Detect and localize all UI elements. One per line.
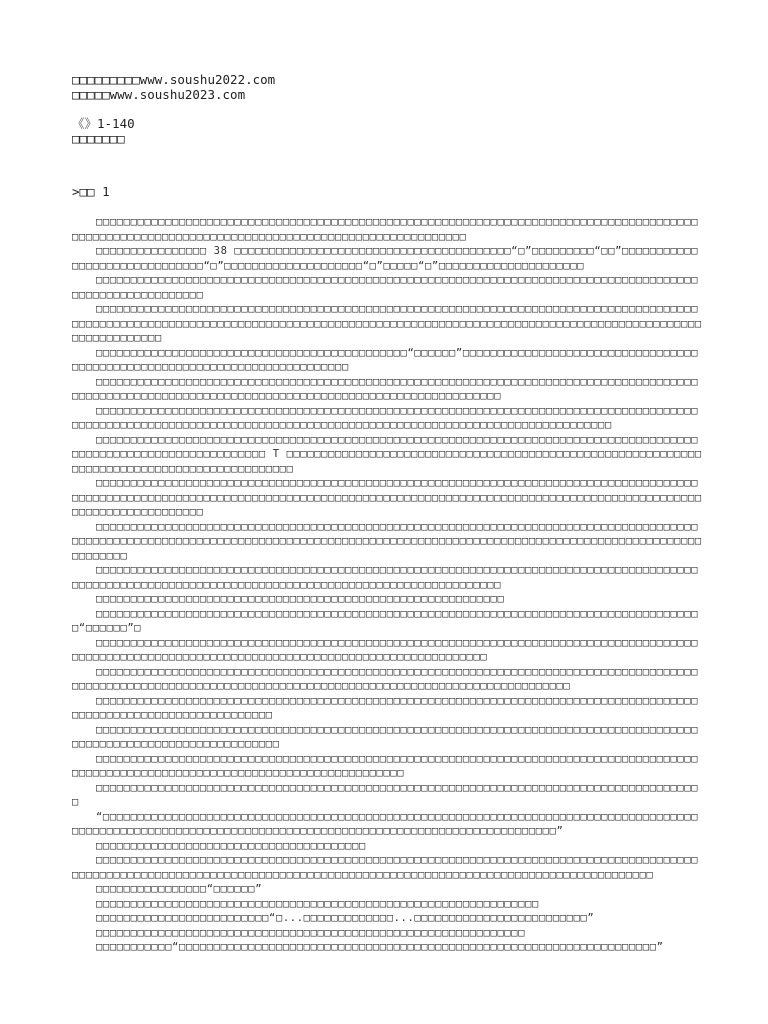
spacer <box>72 102 702 116</box>
book-subtitle: □□□□□□□ <box>72 131 125 146</box>
body-paragraph: □□□□□□□□□□□□□□□□□□□□□□□□□□□□□□□□□□□□□□□□□□□□□□□□□□□□□□□□□□□□□□□□□□□□□□□□□□□□□□□□□□□□□□□□□□□□□□□□□□□□□□□□□□ <box>72 274 699 301</box>
body-paragraph: □□□□□□□□□□□“□□□□□□□□□□□□□□□□□□□□□□□□□□□□□□□□□□□□□□□□□□□□□□□□□□□□□□□□□□□□□□□□□□□□□” <box>96 941 664 953</box>
book-title: 《》1-140 <box>72 116 135 131</box>
body-paragraph: □□□□□□□□□□□□□□□□□□□□□□□□□□□□□□□□□□□□□□□□□□□□□□□□□□□□□□□□□□□□□□□□□□□□□□□□□□□□□□□□□□□□□□□□□□□□□□□□□□□□□□□□□□□□□□□□□□□□□ <box>72 723 699 750</box>
body-paragraph: □□□□□□□□□□□□□□□□□□□□□□□□□□□□□□□□□□□□□□□□□□□□□□□□□□□□□□□□□□□□□□□□□□□□□□□□□□□□□□□□□□□□□□□□□□□□□□□□□□□□□□□□□□□□□□□□□□□□□□□□□□□□□□□□□□□□□□□□□□□□□□□□□□□□□ <box>72 564 699 591</box>
body-paragraph: □□□□□□□□□□□□□□□□□□□□□□□□□□□□□□□□□□□□□□□□□□□□□□□□□□□□□□□□□□□□□□□□□□□□□□□□□□□□□□□□□□□□□□□□□□□□□□□□□□□□□□□□□□□□□□□□□□□ T □□□□□□□□□□□□□□□□□□□□□□□□□□□□□□□□□□□□□□□□□□□□□□□□□□□□□□□□□□□□□□□□□□□□□□□□□□□□□□□□□□□□□□□□□□□□ <box>72 433 702 475</box>
body-paragraph: □□□□□□□□□□□□□□□□ 38 □□□□□□□□□□□□□□□□□□□□□□□□□□□□□□□□□□□□□□□□“□”□□□□□□□□□“□□”□□□□□□□□□□□□□□□□□□□□□□□□□□□□□□“□”□□□□□□□□□□□□□□□□□□□□“□”□□□□□“□”□□□□□□□□□□□□□□□□□□□□□ <box>72 245 699 272</box>
body-paragraph: □□□□□□□□□□□□□□□□□□□□□□□□□□□□□□□□□□□□□□□□□□□□□“□□□□□□”□□□□□□□□□□□□□□□□□□□□□□□□□□□□□□□□□□□□□□□□□□□□□□□□□□□□□□□□□□□□□□□□□□□□□□□□□□ <box>72 346 699 373</box>
body-paragraph: □□□□□□□□□□□□□□□□□□□□□□□□□□□□□□□□□□□□□□□□□□□□□□□□□□□□□□□□□□□□□□□□□□□□□□□□□□□□□□□□□□□□□□□□□□□□□□□□□□□□□□□□□□□□□□□□□□□□□□□□□□□□□□□□□□□□□□□□□□□□□□□□□□□□□□□□□□□□□□□ <box>72 665 699 692</box>
body-paragraph: □□□□□□□□□□□□□□□□□□□□□□□□□□□□□□□□□□□□□□□□□□□□□□□□□□□□□□□□□□□□□□□□□□□□□□□□□□□□□□□□□□□□□□□□□□□□□□□□□□□□□□□□□□□□□□□□□□□□□□□□□□□□□□□□□□□□□□□□□□□□□□□□ <box>72 216 699 243</box>
source-url-line-2: □□□□□www.soushu2023.com <box>72 87 246 102</box>
body-paragraph: □□□□□□□□□□□□□□□□□□□□□□□□□□□□□□□□□□□□□□□□□□□□□□□□□□□□□□□□□□□□□□□□ <box>96 897 539 910</box>
body-paragraph: “□□□□□□□□□□□□□□□□□□□□□□□□□□□□□□□□□□□□□□□□□□□□□□□□□□□□□□□□□□□□□□□□□□□□□□□□□□□□□□□□□□□□□□□□□□□□□□□□□□□□□□□□□□□□□□□□□□□□□□□□□□□□□□□□□□□□□□□□□□□□□□□□□□□□□□□□□□□□” <box>72 810 699 837</box>
document-page <box>72 72 702 955</box>
body-paragraph: □□□□□□□□□□□□□□□□□□□□□□□□□□□□□□□□□□□□□□□ <box>96 839 366 852</box>
body-paragraph: □□□□□□□□□□□□□□□□□□□□□□□□□□□□□□□□□□□□□□□□□□□□□□□□□□□□□□□□□□□□□□□□□□□□□□□□□□□□□□□□□□□□□□□□□□□□□□□□□□□□□□□□□□□□□□□□□□□□□□□□□□□□□□□□□□□□□□□□□□□□□□□□□□□□□□□□□□□□□□□□□□□□□□□□□□□ <box>72 854 699 881</box>
body-paragraph: □□□□□□□□□□□□□□□□□□□□□□□□□□□□□□□□□□□□□□□□□□□□□□□□□□□□□□□□□□□□□□□□□□□□□□□□□□□□□□□□□□□□□□□□□□□□□□□□□□□□□□□□□□□□□□□□□□□□□□□□□□□□□□□□□□□□□□□□□□□□□□□□□□□□□ <box>72 375 699 402</box>
body-paragraph: □□□□□□□□□□□□□□□□□□□□□□□□□□□□□□□□□□□□□□□□□□□□□□□□□□□□□□□□□□□□□□□□□□□□□□□□□□□□□□□□□□□□□□□□□□□□□□□□□□□□□□□□□□□□□□□□□□□□□□□□□□□□□□□□□□□□□□□□□□□□□□□□□□□□□□□□□□□□□□□□□□□□□□□□□□□□□□□□□□□□□□□□□□ <box>72 520 702 562</box>
source-url-line-1: □□□□□□□□□www.soushu2022.com <box>72 72 276 87</box>
body-paragraph: □□□□□□□□□□□□□□□□□□□□□□□□□□□□□□□□□□□□□□□□□□□□□□□□□□□□□□□□□□□□□□□□□□□□□□□□□□□□□□□□□□□□□□□□“□□□□□□”□ <box>72 607 699 634</box>
body-paragraph: □□□□□□□□□□□□□□□□□□□□□□□□□□□□□□□□□□□□□□□□□□□□□□□□□□□□□□□□□□□ <box>96 593 505 605</box>
body-paragraph: □□□□□□□□□□□□□□□□□□□□□□□□□□□□□□□□□□□□□□□□□□□□□□□□□□□□□□□□□□□□□□□□□□□□□□□□□□□□□□□□□□□□□□□□□□□□□□□□□□□□□□□□□□□□□□□□□□□□□□□□□□□□□□□□□□□□□□□ <box>72 752 699 779</box>
body-paragraph: □□□□□□□□□□□□□□□□□□□□□□□□□□□□□□□□□□□□□□□□□□□□□□□□□□□□□□□□□□□□□□□□□□□□□□□□□□□□□□□□□□□□□□□□□□□□□□□□□□□□□□□□□□□□□□□□□□□□□□□□□□□□□□□□□□□□□□□□□□□□□□□□□□□□□□□□□□□□□□□□□□□□□ <box>72 404 699 431</box>
body-paragraph: □□□□□□□□□□□□□□□□“□□□□□□” <box>96 883 263 895</box>
chapter-body <box>72 215 702 955</box>
body-paragraph: □□□□□□□□□□□□□□□□□□□□□□□□□□□□□□□□□□□□□□□□□□□□□□□□□□□□□□□□□□□□□□ <box>96 926 526 939</box>
body-paragraph: □□□□□□□□□□□□□□□□□□□□□□□□□□□□□□□□□□□□□□□□□□□□□□□□□□□□□□□□□□□□□□□□□□□□□□□□□□□□□□□□□□□□□□□□□□□□□□□□□□□□□□□□□□□□□□□□□□□□□□□□□□□□□□□□□□□□□□□□□□□□□□□□□□□ <box>72 636 699 663</box>
body-paragraph: □□□□□□□□□□□□□□□□□□□□□□□□□“□...□□□□□□□□□□□□□...□□□□□□□□□□□□□□□□□□□□□□□□□” <box>96 912 595 924</box>
body-paragraph: □□□□□□□□□□□□□□□□□□□□□□□□□□□□□□□□□□□□□□□□□□□□□□□□□□□□□□□□□□□□□□□□□□□□□□□□□□□□□□□□□□□□□□□□ <box>72 781 699 808</box>
body-paragraph: □□□□□□□□□□□□□□□□□□□□□□□□□□□□□□□□□□□□□□□□□□□□□□□□□□□□□□□□□□□□□□□□□□□□□□□□□□□□□□□□□□□□□□□□□□□□□□□□□□□□□□□□□□□□□□□□□□□□ <box>72 694 699 721</box>
spacer <box>72 146 702 184</box>
chapter-heading: >□□ 1 <box>72 184 110 199</box>
body-paragraph: □□□□□□□□□□□□□□□□□□□□□□□□□□□□□□□□□□□□□□□□□□□□□□□□□□□□□□□□□□□□□□□□□□□□□□□□□□□□□□□□□□□□□□□□□□□□□□□□□□□□□□□□□□□□□□□□□□□□□□□□□□□□□□□□□□□□□□□□□□□□□□□□□□□□□□□□□□□□□□□□□□□□□□□□□□□□□□□□□□□□□□□□□□□□□□□□□□□□□ <box>72 477 702 518</box>
body-paragraph: □□□□□□□□□□□□□□□□□□□□□□□□□□□□□□□□□□□□□□□□□□□□□□□□□□□□□□□□□□□□□□□□□□□□□□□□□□□□□□□□□□□□□□□□□□□□□□□□□□□□□□□□□□□□□□□□□□□□□□□□□□□□□□□□□□□□□□□□□□□□□□□□□□□□□□□□□□□□□□□□□□□□□□□□□□□□□□□□□□□□□□□□□□□□□□□ <box>72 303 702 344</box>
